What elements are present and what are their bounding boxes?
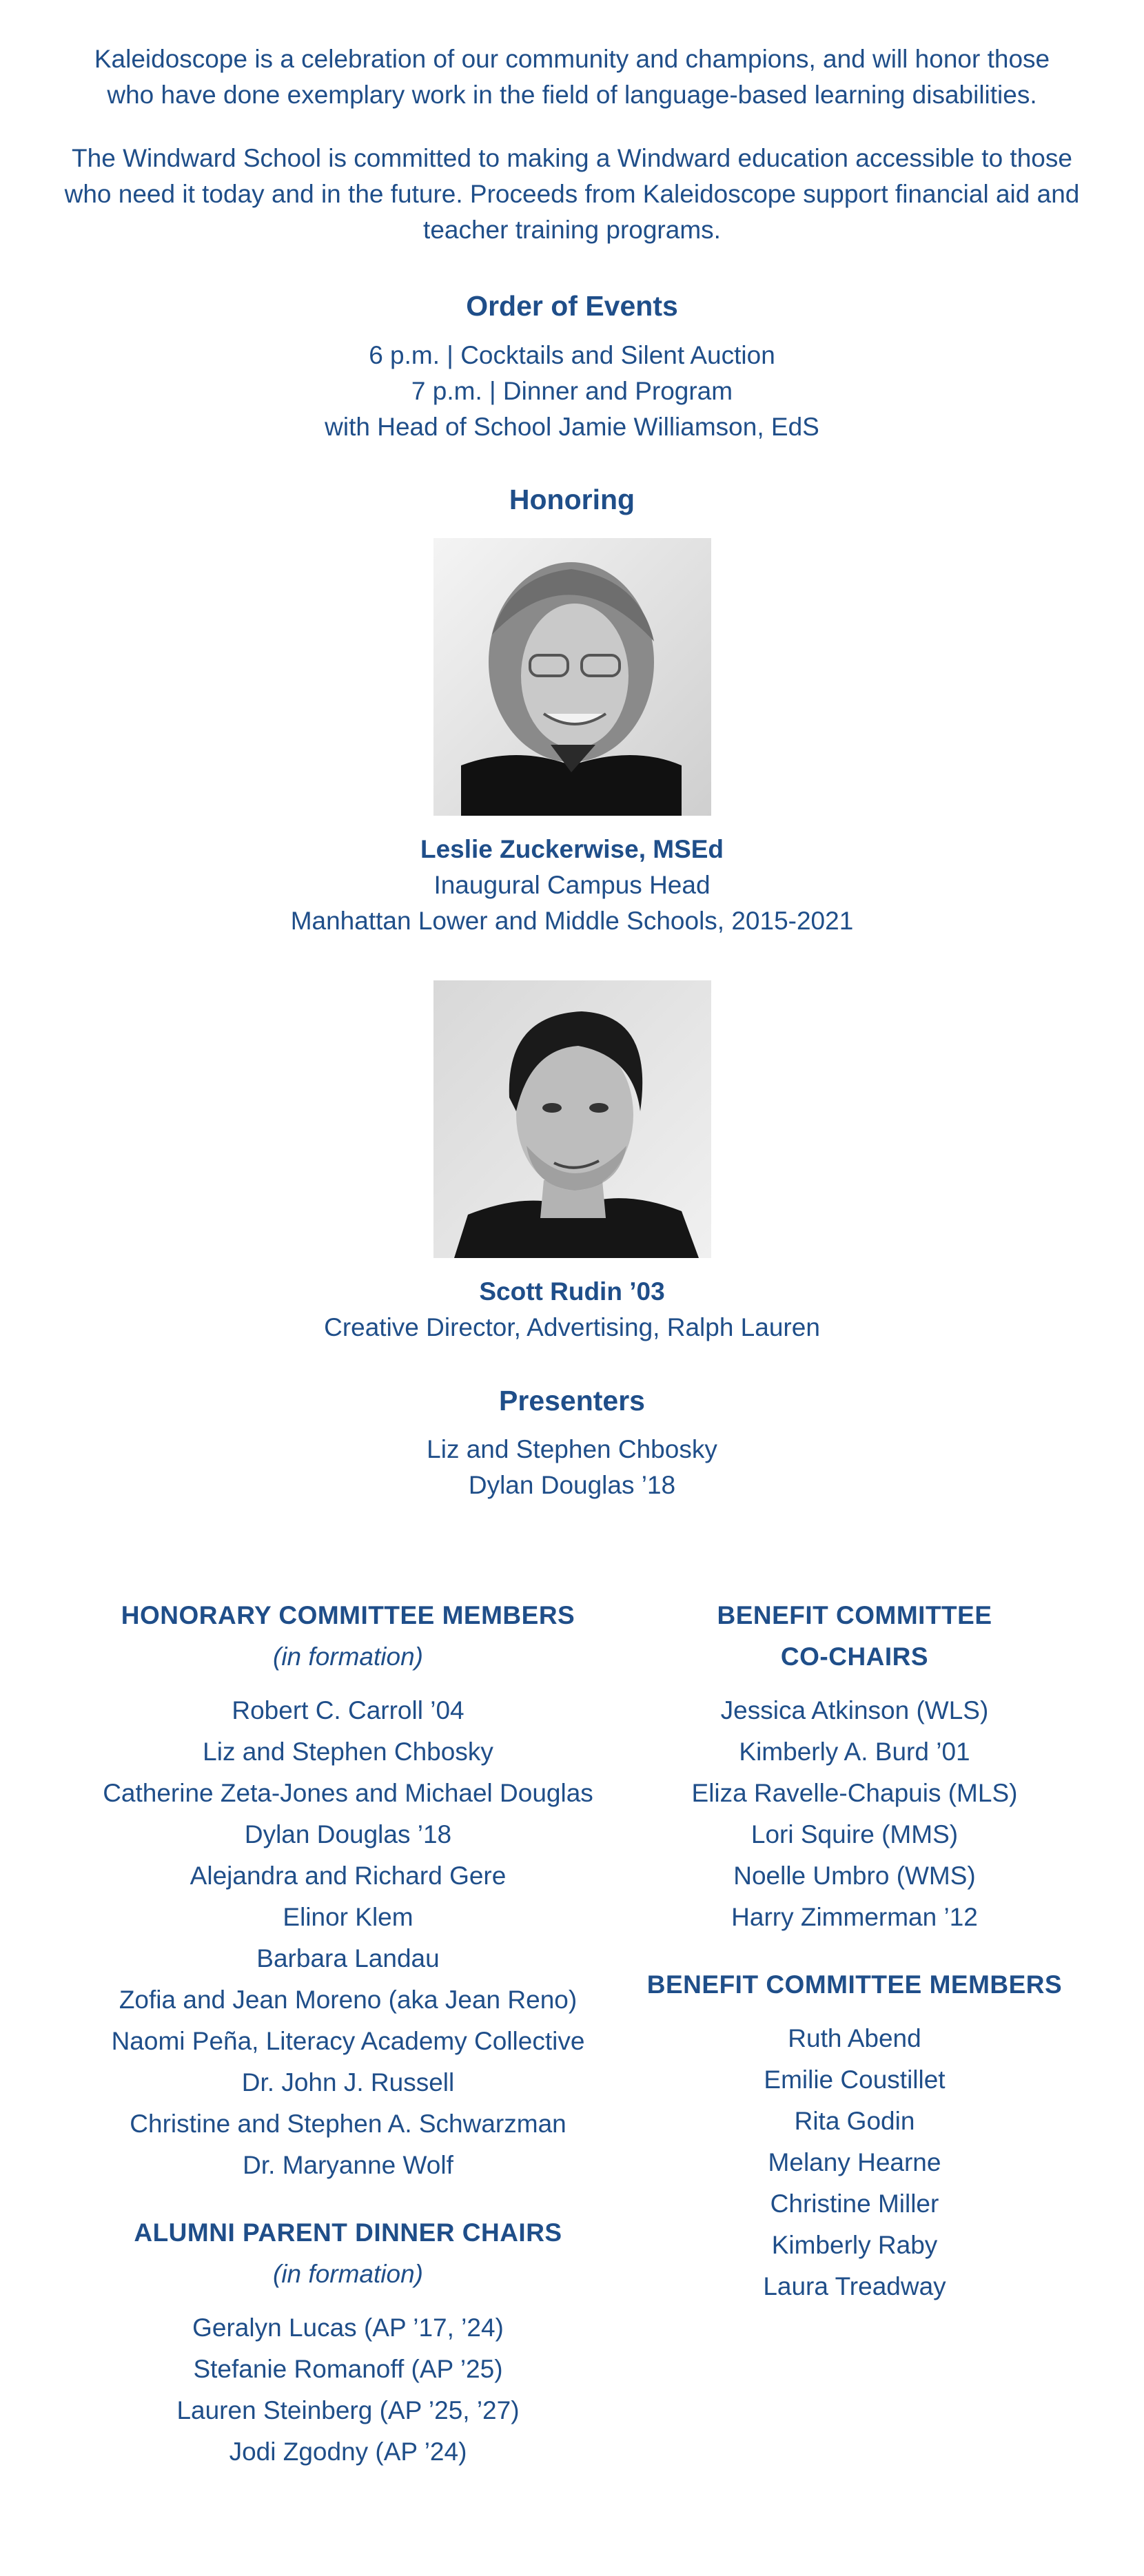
- intro-paragraph-2: The Windward School is committed to making a Windward education accessible to those who need it today and in the future. Proceeds from Kaleidoscope support financial aid and teacher training programs.: [64, 144, 1080, 244]
- list-item: Christine and Stephen A. Schwarzman: [130, 2110, 566, 2138]
- honoree-title: Inaugural Campus Head: [433, 871, 711, 899]
- list-item: Elinor Klem: [283, 1903, 413, 1931]
- events-list: [0, 338, 1144, 445]
- presenters-section: [0, 1383, 1144, 1503]
- benefit-cochairs-heading-line2: CO-CHAIRS: [780, 1642, 929, 1671]
- honorary-committee: [72, 1595, 624, 2186]
- list-item: Laura Treadway: [763, 2272, 946, 2300]
- intro-paragraph-1: Kaleidoscope is a celebration of our community and champions, and will honor those who have done exemplary work in the field of language-based learning disabilities.: [94, 45, 1050, 109]
- list-item: Ruth Abend: [788, 2024, 921, 2052]
- list-item: Dylan Douglas ’18: [244, 1820, 452, 1848]
- presenter-name: Dylan Douglas ’18: [468, 1471, 676, 1499]
- presenters-list: [0, 1432, 1144, 1503]
- list-item: Christine Miller: [770, 2189, 939, 2218]
- presenters-heading: Presenters: [499, 1385, 645, 1416]
- honoree-name: Leslie Zuckerwise, MSEd: [420, 835, 724, 863]
- list-item: Geralyn Lucas (AP ’17, ’24): [192, 2314, 504, 2342]
- list-item: Robert C. Carroll ’04: [232, 1696, 464, 1724]
- honorary-committee-list: [72, 1690, 624, 2186]
- list-item: Jodi Zgodny (AP ’24): [229, 2438, 467, 2466]
- honoree-detail: Manhattan Lower and Middle Schools, 2015-2021: [290, 907, 854, 935]
- order-of-events: [0, 288, 1144, 445]
- list-item: Jessica Atkinson (WLS): [720, 1696, 989, 1724]
- events-heading: Order of Events: [466, 290, 678, 322]
- event-line: 7 p.m. | Dinner and Program: [411, 377, 733, 405]
- alumni-parent-chairs-list: [72, 2307, 624, 2473]
- spacer: [72, 2186, 624, 2212]
- list-item: Catherine Zeta-Jones and Michael Douglas: [103, 1779, 593, 1807]
- right-column: [627, 1595, 1082, 2307]
- benefit-cochairs-list: [627, 1690, 1082, 1938]
- honoree-2: [0, 1274, 1144, 1346]
- list-item: Harry Zimmerman ’12: [731, 1903, 978, 1931]
- list-item: Kimberly A. Burd ’01: [739, 1738, 970, 1766]
- honoree-photo-leslie-zuckerwise: [433, 538, 711, 816]
- honoring-section: [0, 482, 1144, 1346]
- benefit-members-heading: BENEFIT COMMITTEE MEMBERS: [646, 1970, 1063, 1999]
- honoree-1: [0, 832, 1144, 939]
- list-item: Melany Hearne: [768, 2148, 941, 2176]
- honorary-committee-heading: HONORARY COMMITTEE MEMBERS: [121, 1601, 575, 1629]
- alumni-parent-chairs-heading: ALUMNI PARENT DINNER CHAIRS: [134, 2218, 562, 2247]
- list-item: Lauren Steinberg (AP ’25, ’27): [176, 2396, 520, 2424]
- honoree-name: Scott Rudin ’03: [479, 1277, 665, 1306]
- benefit-committee-cochairs: [627, 1595, 1082, 1938]
- honorary-committee-note: (in formation): [273, 1642, 423, 1671]
- honoring-heading: Honoring: [509, 484, 635, 515]
- alumni-parent-dinner-chairs: [72, 2212, 624, 2473]
- list-item: Rita Godin: [794, 2107, 915, 2135]
- list-item: Barbara Landau: [256, 1944, 440, 1972]
- honoree-photo-scott-rudin: [433, 980, 711, 1258]
- list-item: Alejandra and Richard Gere: [190, 1862, 507, 1890]
- list-item: Liz and Stephen Chbosky: [203, 1738, 493, 1766]
- list-item: Noelle Umbro (WMS): [733, 1862, 976, 1890]
- list-item: Emilie Coustillet: [764, 2065, 946, 2094]
- list-item: Lori Squire (MMS): [750, 1820, 959, 1848]
- list-item: Eliza Ravelle-Chapuis (MLS): [691, 1779, 1018, 1807]
- benefit-cochairs-heading-line1: BENEFIT COMMITTEE: [717, 1601, 992, 1629]
- left-column: [72, 1595, 624, 2473]
- list-item: Naomi Peña, Literacy Academy Collective: [111, 2027, 585, 2055]
- list-item: Kimberly Raby: [771, 2231, 938, 2259]
- spacer: [627, 1938, 1082, 1964]
- honoree-title: Creative Director, Advertising, Ralph Lauren: [324, 1313, 820, 1341]
- list-item: Zofia and Jean Moreno (aka Jean Reno): [119, 1986, 578, 2014]
- benefit-committee-members: [627, 1964, 1082, 2307]
- list-item: Dr. John J. Russell: [241, 2068, 455, 2096]
- event-line: 6 p.m. | Cocktails and Silent Auction: [369, 341, 775, 369]
- list-item: Dr. Maryanne Wolf: [243, 2151, 453, 2179]
- benefit-members-list: [627, 2018, 1082, 2307]
- intro-section: [0, 0, 1144, 248]
- presenter-name: Liz and Stephen Chbosky: [427, 1435, 717, 1463]
- alumni-parent-chairs-note: (in formation): [273, 2260, 423, 2288]
- list-item: Stefanie Romanoff (AP ’25): [193, 2355, 503, 2383]
- event-line: with Head of School Jamie Williamson, EdS: [325, 413, 819, 441]
